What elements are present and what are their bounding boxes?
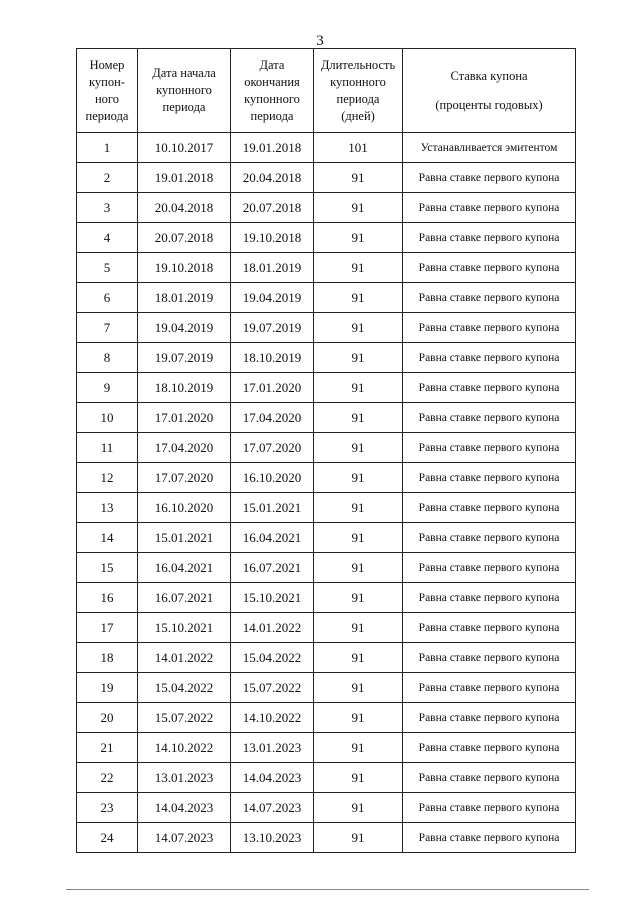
cell-start-date: 19.07.2019 [138, 343, 231, 373]
table-row [77, 373, 576, 403]
table-row [77, 523, 576, 553]
cell-start-date: 14.04.2023 [138, 793, 231, 823]
header-line: купонного [244, 91, 300, 106]
cell-start-date: 15.10.2021 [138, 613, 231, 643]
cell-start-date: 19.04.2019 [138, 313, 231, 343]
cell-coupon-rate: Устанавливается эмитентом [403, 133, 576, 163]
cell-duration-days: 91 [314, 643, 403, 673]
header-start-date [138, 49, 231, 133]
cell-period-number: 1 [77, 133, 138, 163]
cell-coupon-rate: Равна ставке первого купона [403, 553, 576, 583]
cell-end-date: 14.07.2023 [231, 793, 314, 823]
cell-start-date: 20.07.2018 [138, 223, 231, 253]
cell-start-date: 17.07.2020 [138, 463, 231, 493]
cell-period-number: 17 [77, 613, 138, 643]
cell-period-number: 22 [77, 763, 138, 793]
cell-duration-days: 91 [314, 313, 403, 343]
cell-coupon-rate: Равна ставке первого купона [403, 193, 576, 223]
table-row [77, 493, 576, 523]
cell-period-number: 4 [77, 223, 138, 253]
table-row [77, 613, 576, 643]
cell-end-date: 17.04.2020 [231, 403, 314, 433]
cell-period-number: 8 [77, 343, 138, 373]
cell-end-date: 16.04.2021 [231, 523, 314, 553]
cell-start-date: 14.07.2023 [138, 823, 231, 853]
cell-duration-days: 91 [314, 463, 403, 493]
header-line: Ставка купона [450, 68, 528, 83]
cell-coupon-rate: Равна ставке первого купона [403, 613, 576, 643]
cell-coupon-rate: Равна ставке первого купона [403, 793, 576, 823]
cell-end-date: 20.07.2018 [231, 193, 314, 223]
table-row [77, 673, 576, 703]
cell-period-number: 5 [77, 253, 138, 283]
cell-end-date: 14.10.2022 [231, 703, 314, 733]
cell-duration-days: 101 [314, 133, 403, 163]
cell-coupon-rate: Равна ставке первого купона [403, 223, 576, 253]
cell-coupon-rate: Равна ставке первого купона [403, 643, 576, 673]
cell-end-date: 18.10.2019 [231, 343, 314, 373]
cell-period-number: 13 [77, 493, 138, 523]
cell-duration-days: 91 [314, 343, 403, 373]
cell-start-date: 17.04.2020 [138, 433, 231, 463]
cell-period-number: 15 [77, 553, 138, 583]
table-row [77, 343, 576, 373]
cell-end-date: 16.10.2020 [231, 463, 314, 493]
table-row [77, 703, 576, 733]
cell-duration-days: 91 [314, 733, 403, 763]
table-row [77, 223, 576, 253]
header-line: периода [85, 108, 129, 123]
cell-period-number: 6 [77, 283, 138, 313]
table-row [77, 793, 576, 823]
cell-start-date: 15.07.2022 [138, 703, 231, 733]
header-line: (дней) [341, 108, 375, 123]
cell-period-number: 7 [77, 313, 138, 343]
cell-duration-days: 91 [314, 703, 403, 733]
cell-start-date: 18.10.2019 [138, 373, 231, 403]
header-duration [314, 49, 403, 133]
header-line: купонного [330, 74, 386, 89]
cell-end-date: 19.10.2018 [231, 223, 314, 253]
cell-duration-days: 91 [314, 433, 403, 463]
cell-coupon-rate: Равна ставке первого купона [403, 493, 576, 523]
cell-coupon-rate: Равна ставке первого купона [403, 733, 576, 763]
table-row [77, 163, 576, 193]
cell-coupon-rate: Равна ставке первого купона [403, 313, 576, 343]
table-row [77, 433, 576, 463]
page-bottom-rule [66, 889, 589, 890]
table-row [77, 823, 576, 853]
cell-end-date: 15.10.2021 [231, 583, 314, 613]
cell-duration-days: 91 [314, 793, 403, 823]
header-line: Длительность [320, 57, 396, 72]
cell-period-number: 10 [77, 403, 138, 433]
header-line: Номер [89, 57, 125, 72]
table-row [77, 643, 576, 673]
cell-start-date: 16.07.2021 [138, 583, 231, 613]
cell-duration-days: 91 [314, 223, 403, 253]
coupon-schedule-table [76, 48, 576, 853]
cell-period-number: 23 [77, 793, 138, 823]
cell-end-date: 16.07.2021 [231, 553, 314, 583]
table-row [77, 403, 576, 433]
cell-period-number: 2 [77, 163, 138, 193]
cell-duration-days: 91 [314, 763, 403, 793]
cell-duration-days: 91 [314, 403, 403, 433]
cell-end-date: 13.01.2023 [231, 733, 314, 763]
table-row [77, 193, 576, 223]
cell-period-number: 3 [77, 193, 138, 223]
cell-start-date: 15.01.2021 [138, 523, 231, 553]
cell-end-date: 17.07.2020 [231, 433, 314, 463]
header-line: Дата начала [152, 66, 216, 80]
cell-coupon-rate: Равна ставке первого купона [403, 283, 576, 313]
cell-duration-days: 91 [314, 373, 403, 403]
page-number: 3 [316, 33, 324, 49]
cell-end-date: 15.07.2022 [231, 673, 314, 703]
cell-coupon-rate: Равна ставке первого купона [403, 673, 576, 703]
cell-period-number: 16 [77, 583, 138, 613]
cell-start-date: 13.01.2023 [138, 763, 231, 793]
cell-coupon-rate: Равна ставке первого купона [403, 433, 576, 463]
cell-end-date: 15.01.2021 [231, 493, 314, 523]
cell-start-date: 16.04.2021 [138, 553, 231, 583]
cell-duration-days: 91 [314, 583, 403, 613]
cell-period-number: 21 [77, 733, 138, 763]
header-line: купонного [156, 83, 212, 97]
header-line: ного [94, 91, 119, 106]
cell-duration-days: 91 [314, 553, 403, 583]
cell-end-date: 14.01.2022 [231, 613, 314, 643]
cell-start-date: 19.01.2018 [138, 163, 231, 193]
cell-start-date: 19.10.2018 [138, 253, 231, 283]
cell-start-date: 14.10.2022 [138, 733, 231, 763]
cell-end-date: 17.01.2020 [231, 373, 314, 403]
cell-period-number: 9 [77, 373, 138, 403]
header-line: (проценты годовых) [435, 97, 543, 112]
cell-start-date: 20.04.2018 [138, 193, 231, 223]
cell-period-number: 20 [77, 703, 138, 733]
cell-period-number: 24 [77, 823, 138, 853]
cell-start-date: 10.10.2017 [138, 133, 231, 163]
cell-end-date: 19.04.2019 [231, 283, 314, 313]
cell-start-date: 18.01.2019 [138, 283, 231, 313]
cell-period-number: 18 [77, 643, 138, 673]
cell-period-number: 11 [77, 433, 138, 463]
header-line: периода [250, 108, 294, 123]
cell-end-date: 18.01.2019 [231, 253, 314, 283]
cell-end-date: 19.01.2018 [231, 133, 314, 163]
table-row [77, 253, 576, 283]
cell-coupon-rate: Равна ставке первого купона [403, 463, 576, 493]
cell-coupon-rate: Равна ставке первого купона [403, 343, 576, 373]
cell-start-date: 15.04.2022 [138, 673, 231, 703]
cell-coupon-rate: Равна ставке первого купона [403, 373, 576, 403]
cell-duration-days: 91 [314, 523, 403, 553]
table-row [77, 553, 576, 583]
cell-coupon-rate: Равна ставке первого купона [403, 703, 576, 733]
table-body [77, 133, 576, 853]
header-end-date [231, 49, 314, 133]
header-line: купон- [89, 74, 125, 89]
cell-period-number: 14 [77, 523, 138, 553]
cell-coupon-rate: Равна ставке первого купона [403, 523, 576, 553]
cell-duration-days: 91 [314, 673, 403, 703]
cell-period-number: 12 [77, 463, 138, 493]
table-row [77, 733, 576, 763]
cell-coupon-rate: Равна ставке первого купона [403, 253, 576, 283]
header-line: окончания [244, 74, 300, 89]
table-row [77, 763, 576, 793]
cell-end-date: 20.04.2018 [231, 163, 314, 193]
cell-coupon-rate: Равна ставке первого купона [403, 163, 576, 193]
cell-duration-days: 91 [314, 283, 403, 313]
table-row [77, 313, 576, 343]
table-row [77, 463, 576, 493]
table-header-row [77, 49, 576, 133]
header-line: периода [336, 91, 380, 106]
header-coupon-rate [403, 49, 576, 133]
header-line: Дата [259, 57, 285, 72]
cell-end-date: 13.10.2023 [231, 823, 314, 853]
cell-duration-days: 91 [314, 193, 403, 223]
cell-end-date: 15.04.2022 [231, 643, 314, 673]
cell-coupon-rate: Равна ставке первого купона [403, 403, 576, 433]
cell-duration-days: 91 [314, 493, 403, 523]
header-spacer [403, 85, 575, 97]
cell-coupon-rate: Равна ставке первого купона [403, 763, 576, 793]
table-row [77, 133, 576, 163]
cell-start-date: 17.01.2020 [138, 403, 231, 433]
cell-end-date: 19.07.2019 [231, 313, 314, 343]
header-period-number [77, 49, 138, 133]
header-line: периода [162, 100, 206, 114]
cell-coupon-rate: Равна ставке первого купона [403, 583, 576, 613]
cell-start-date: 16.10.2020 [138, 493, 231, 523]
table-row [77, 583, 576, 613]
cell-duration-days: 91 [314, 823, 403, 853]
cell-duration-days: 91 [314, 253, 403, 283]
cell-duration-days: 91 [314, 613, 403, 643]
cell-start-date: 14.01.2022 [138, 643, 231, 673]
cell-end-date: 14.04.2023 [231, 763, 314, 793]
cell-duration-days: 91 [314, 163, 403, 193]
cell-coupon-rate: Равна ставке первого купона [403, 823, 576, 853]
cell-period-number: 19 [77, 673, 138, 703]
table-row [77, 283, 576, 313]
